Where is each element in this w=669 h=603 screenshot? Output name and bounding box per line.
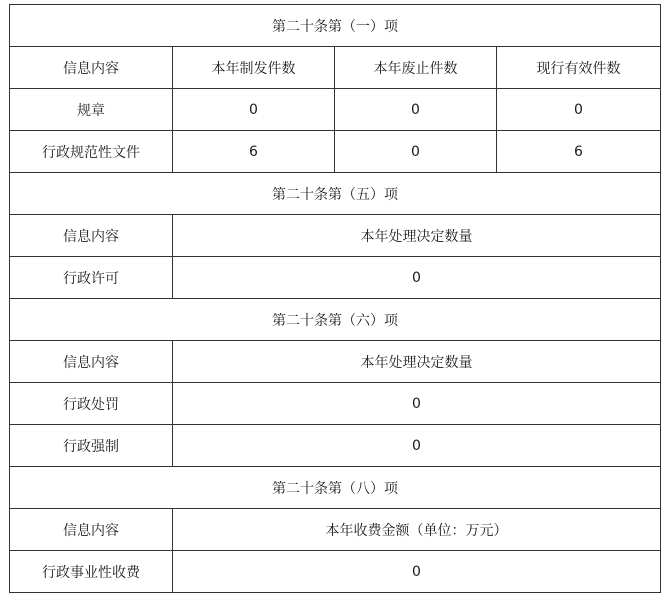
section-title: 第二十条第（六）项 <box>10 299 661 341</box>
row-label: 行政强制 <box>10 425 173 467</box>
header-cell: 信息内容 <box>10 47 173 89</box>
section-title-row <box>10 173 661 215</box>
row-value: 0 <box>173 551 661 593</box>
header-row <box>10 509 661 551</box>
row-label: 行政事业性收费 <box>10 551 173 593</box>
header-cell: 本年废止件数 <box>335 47 497 89</box>
row-value: 0 <box>173 89 335 131</box>
header-cell: 本年收费金额（单位：万元） <box>173 509 661 551</box>
row-label: 规章 <box>10 89 173 131</box>
header-cell: 本年处理决定数量 <box>173 341 661 383</box>
header-row <box>10 47 661 89</box>
header-cell: 本年处理决定数量 <box>173 215 661 257</box>
disclosure-table <box>9 4 661 593</box>
header-cell: 现行有效件数 <box>497 47 661 89</box>
table-row <box>10 425 661 467</box>
header-cell: 信息内容 <box>10 509 173 551</box>
row-value: 0 <box>335 131 497 173</box>
row-value: 0 <box>173 383 661 425</box>
row-label: 行政处罚 <box>10 383 173 425</box>
section-title-row <box>10 5 661 47</box>
header-cell: 本年制发件数 <box>173 47 335 89</box>
row-label: 行政许可 <box>10 257 173 299</box>
table-row <box>10 383 661 425</box>
table-row <box>10 551 661 593</box>
row-value: 0 <box>335 89 497 131</box>
section-title: 第二十条第（八）项 <box>10 467 661 509</box>
table-row <box>10 257 661 299</box>
header-cell: 信息内容 <box>10 341 173 383</box>
header-row <box>10 215 661 257</box>
table-row <box>10 89 661 131</box>
section-title: 第二十条第（一）项 <box>10 5 661 47</box>
header-cell: 信息内容 <box>10 215 173 257</box>
header-row <box>10 341 661 383</box>
section-title-row <box>10 299 661 341</box>
row-value: 6 <box>173 131 335 173</box>
row-label: 行政规范性文件 <box>10 131 173 173</box>
row-value: 0 <box>173 425 661 467</box>
row-value: 6 <box>497 131 661 173</box>
table-row <box>10 131 661 173</box>
section-title: 第二十条第（五）项 <box>10 173 661 215</box>
row-value: 0 <box>497 89 661 131</box>
section-title-row <box>10 467 661 509</box>
row-value: 0 <box>173 257 661 299</box>
